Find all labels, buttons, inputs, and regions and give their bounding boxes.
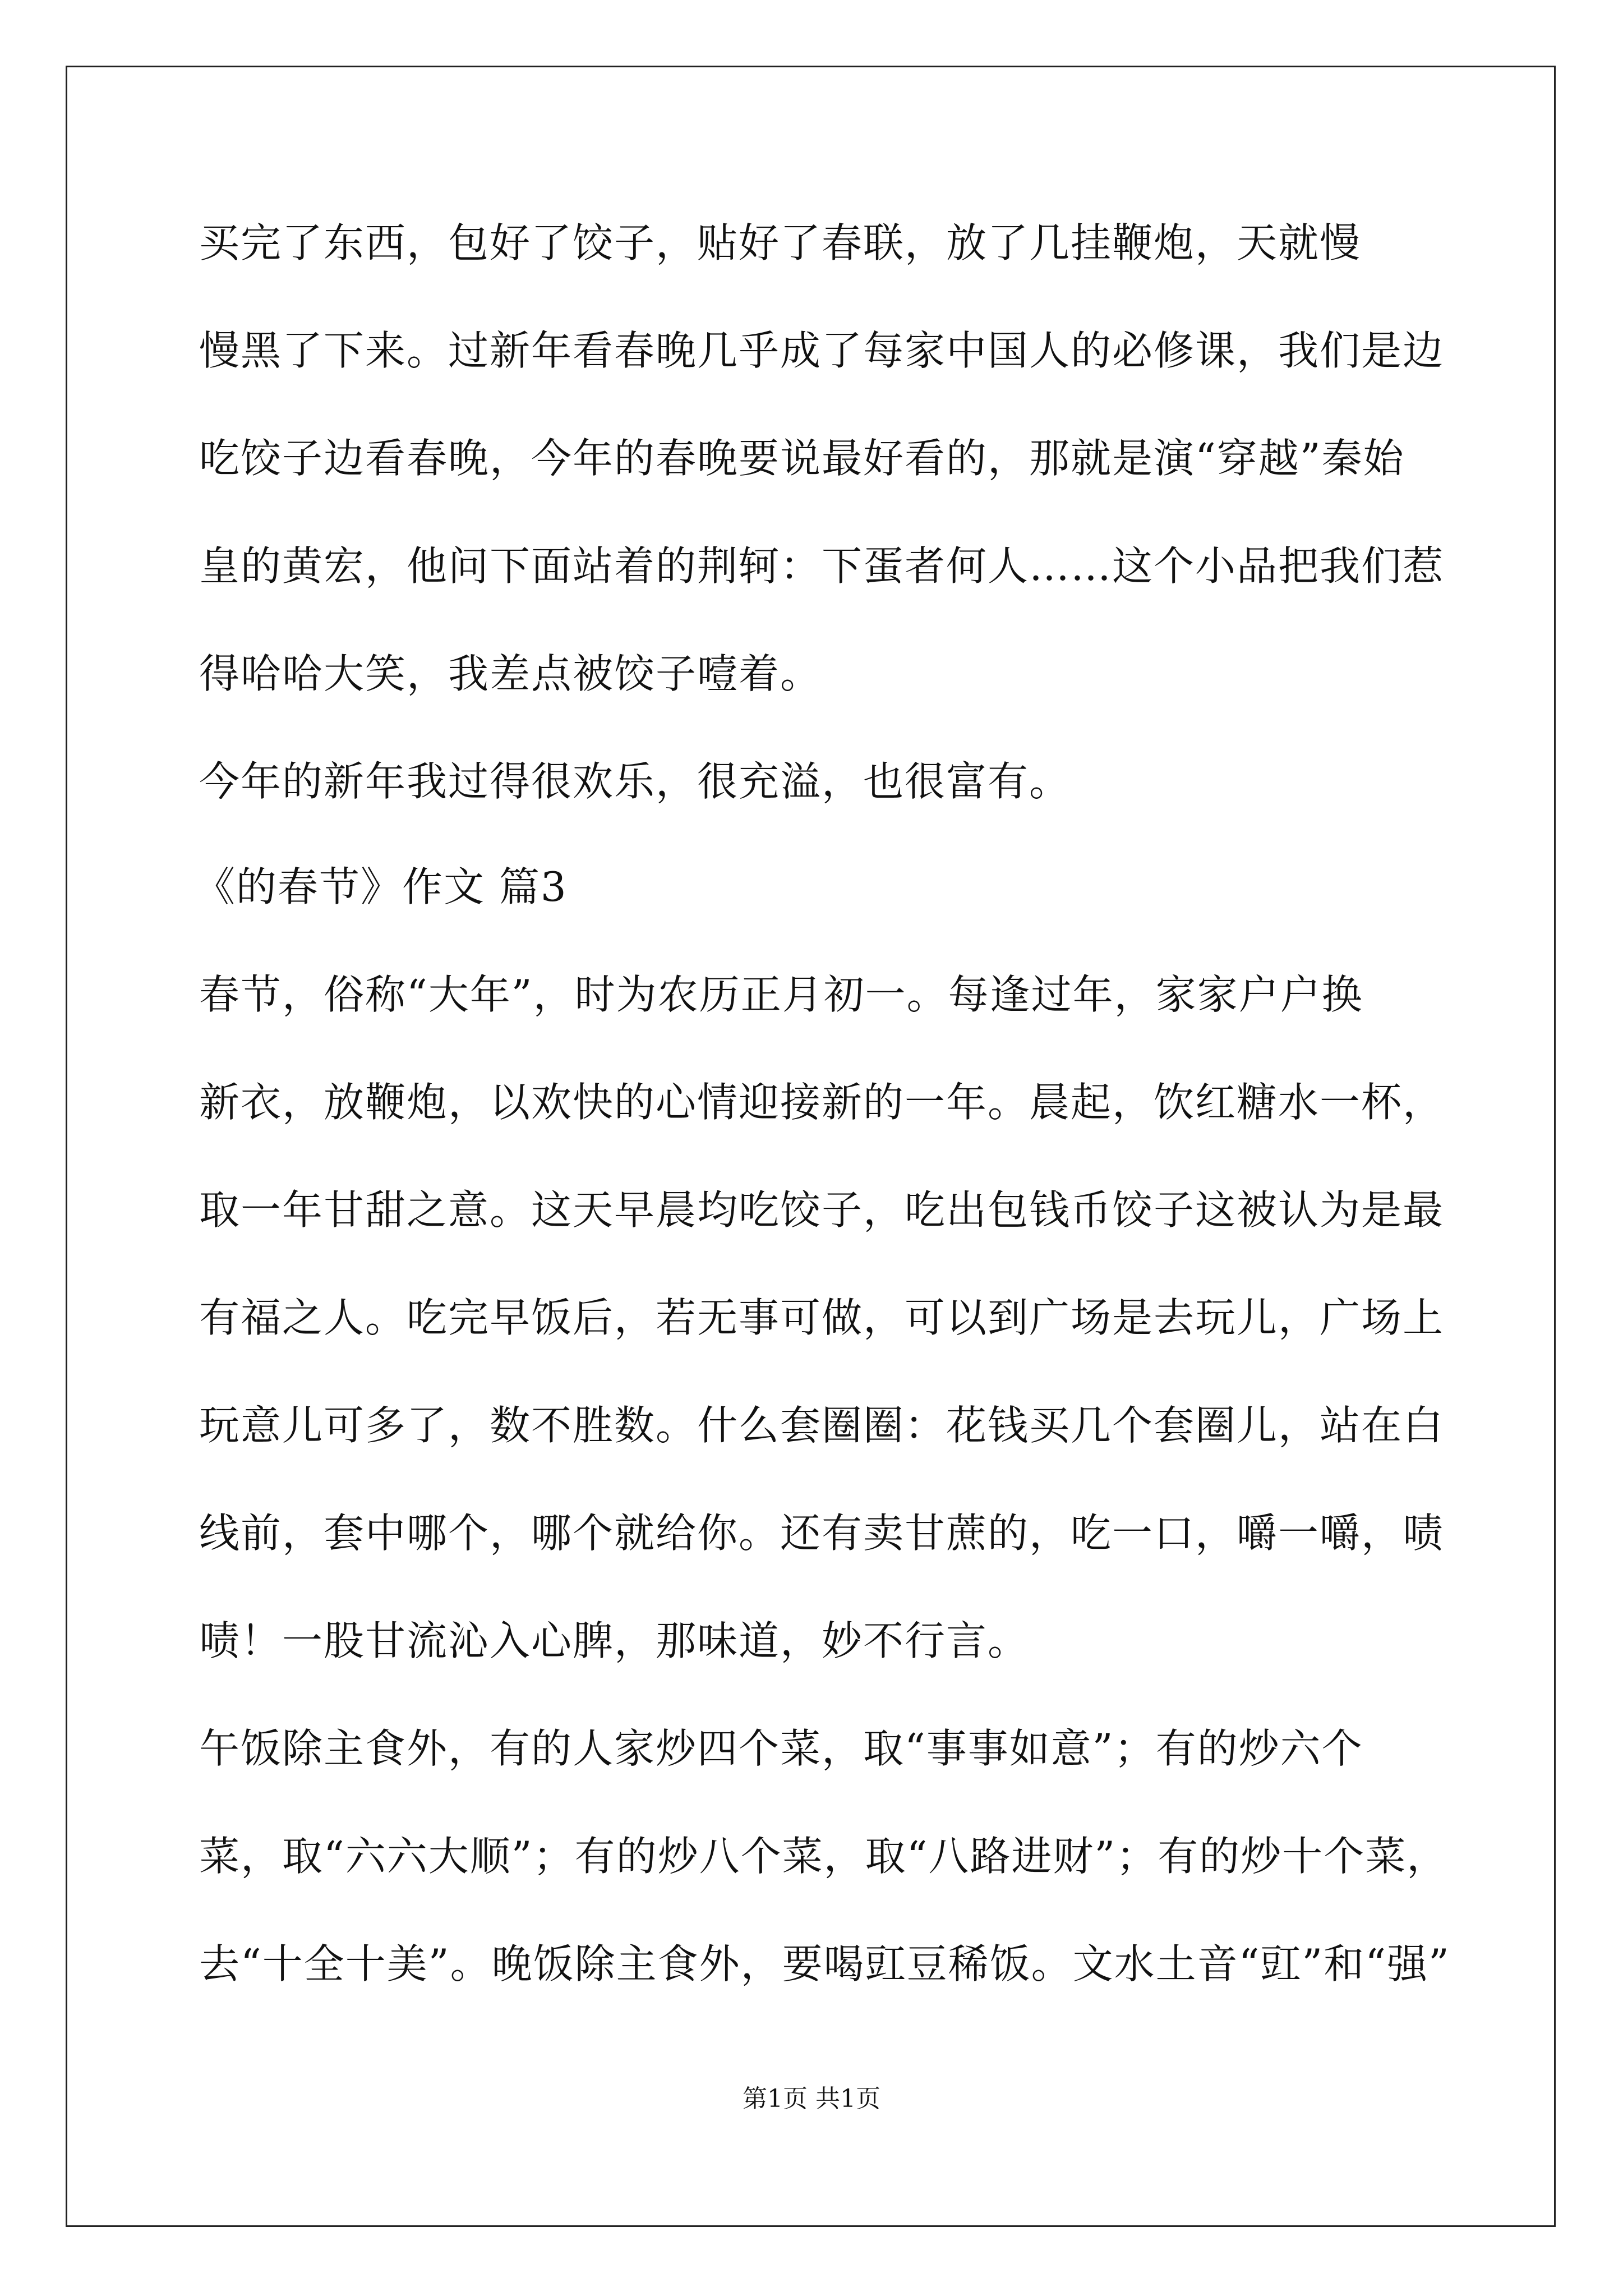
text-line: 啧！一股甘流沁入心脾，那味道，妙不行言。	[199, 1617, 1030, 1664]
text-line: 吃饺子边看春晚，今年的春晚要说最好看的，那就是演“穿越”秦始	[199, 435, 1405, 482]
section-heading: 《的春节》作文 篇3	[195, 863, 568, 910]
text-line: 有福之人。吃完早饭后，若无事可做，可以到广场是去玩儿，广场上	[199, 1294, 1445, 1341]
text-line: 皇的黄宏，他问下面站着的荆轲：下蛋者何人……这个小品把我们惹	[199, 542, 1445, 590]
text-line: 去“十全十美”。晚饭除主食外，要喝豇豆稀饭。文水土音“豇”和“强”	[199, 1940, 1450, 1987]
page-number-footer: 第1页 共1页	[743, 2085, 880, 2113]
text-line: 得哈哈大笑，我差点被饺子噎着。	[199, 650, 822, 697]
text-line: 取一年甘甜之意。这天早晨均吃饺子，吃出包钱币饺子这被认为是最	[199, 1186, 1445, 1234]
text-line: 新衣，放鞭炮，以欢快的心情迎接新的一年。晨起，饮红糖水一杯，	[199, 1079, 1445, 1126]
text-line: 春节，俗称“大年”，时为农历正月初一。每逢过年，家家户户换	[199, 971, 1363, 1018]
text-line: 午饭除主食外，有的人家炒四个菜，取“事事如意”；有的炒六个	[199, 1725, 1363, 1772]
text-line: 线前，套中哪个，哪个就给你。还有卖甘蔗的，吃一口，嚼一嚼，啧	[199, 1510, 1445, 1557]
text-line: 菜，取“六六大顺”；有的炒八个菜，取“八路进财”；有的炒十个菜，	[199, 1833, 1449, 1880]
text-line: 今年的新年我过得很欢乐，很充溢，也很富有。	[199, 758, 1071, 805]
text-line: 玩意儿可多了，数不胜数。什么套圈圈：花钱买几个套圈儿，站在白	[199, 1402, 1445, 1449]
text-line: 慢黑了下来。过新年看春晚几乎成了每家中国人的必修课，我们是边	[199, 327, 1445, 374]
text-line: 买完了东西，包好了饺子，贴好了春联，放了几挂鞭炮，天就慢	[199, 219, 1362, 266]
page-border	[66, 66, 1556, 2227]
